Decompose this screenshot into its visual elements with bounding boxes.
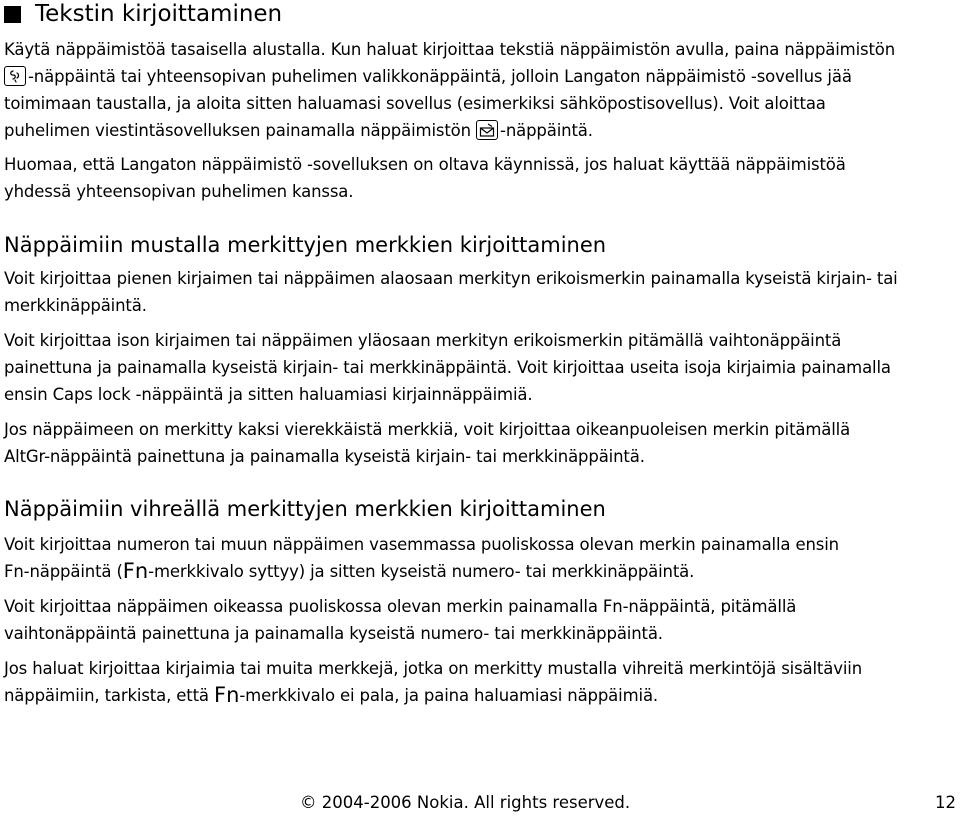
intro-line-1: Käytä näppäimistöä tasaisella alustalla. Kun haluat kirjoittaa tekstiä näppäimistön avulla, paina näppäimistön [4,40,896,59]
green-p3-line-1: Jos haluat kirjoittaa kirjaimia tai muita merkkejä, jotka on merkitty mustalla vihreitä merkintöjä sisältäviin [4,659,863,678]
document-page [4,0,956,709]
green-paragraph-3 [4,655,956,709]
green-p1-line-2-mid: -näppäintä ( [23,562,123,581]
green-p1-line-1: Voit kirjoittaa numeron tai muun näppäimen vasemmassa puoliskossa olevan merkin painamalla ensin [4,535,839,554]
black-paragraph-1 [4,265,956,319]
green-paragraph-1 [4,531,956,585]
black-p2-line-1: Voit kirjoittaa ison kirjaimen tai näppäimen yläosaan merkityn erikoismerkin pitämällä vaihtonäppäintä [4,331,842,350]
altgr-key-name: AltGr [4,447,45,466]
black-p2-line-3-end: -näppäintä ja sitten haluamiasi kirjainnäppäimiä. [135,385,533,404]
black-p2-line-3-start: ensin [4,385,48,404]
footer-copyright: © 2004-2006 Nokia. All rights reserved. [300,793,631,812]
green-p3-line-2-end: -merkkivalo ei pala, ja paina haluamiasi näppäimiä. [239,686,658,705]
green-p2-line-1-start: Voit kirjoittaa näppäimen oikeassa puoliskossa olevan merkin painamalla [4,597,598,616]
application-key-icon [4,66,26,86]
title-row [4,1,956,27]
note-line-1: Huomaa, että Langaton näppäimistö -sovelluksen on oltava käynnissä, jos haluat käyttää näppäimistöä [4,155,846,174]
page-number: 12 [935,793,956,812]
green-paragraph-2 [4,593,956,647]
section-heading-green: Näppäimiin vihreällä merkittyjen merkkien kirjoittaminen [4,497,606,521]
fn-indicator-glyph: Fn [122,559,149,583]
green-p2-line-1-end: -näppäintä, pitämällä [622,597,797,616]
fn-key-name: Fn [4,562,24,581]
intro-line-4-end: -näppäintä. [500,121,593,140]
section-heading-black: Näppäimiin mustalla merkittyjen merkkien kirjoittaminen [4,233,607,257]
message-envelope-key-icon [476,120,498,140]
black-paragraph-3 [4,416,956,470]
black-p3-line-2: -näppäintä painettuna ja painamalla kyseistä kirjain- tai merkkinäppäintä. [44,447,645,466]
note-paragraph [4,151,956,205]
page-title: Tekstin kirjoittaminen [35,1,283,27]
black-paragraph-2 [4,327,956,408]
black-p1-line-2: merkkinäppäintä. [4,296,147,315]
intro-line-4-start: puhelimen viestintäsovelluksen painamalla näppäimistön [4,121,471,140]
black-p2-line-2: painettuna ja painamalla kyseistä kirjain- tai merkkinäppäintä. Voit kirjoittaa useita isoja kirjaimia painamalla [4,358,891,377]
intro-line-3: toimimaan taustalla, ja aloita sitten haluamasi sovellus (esimerkiksi sähköpostisovellus). Voit aloittaa [4,94,826,113]
caps-lock-key-name: Caps lock [52,385,131,404]
intro-paragraph [4,36,956,144]
intro-line-2: -näppäintä tai yhteensopivan puhelimen valikkonäppäintä, jolloin Langaton näppäimistö -sovellus jää [28,67,852,86]
fn-key-name: Fn [602,597,623,616]
black-p3-line-1: Jos näppäimeen on merkitty kaksi vierekkäistä merkkiä, voit kirjoittaa oikeanpuoleisen merkin pitämällä [4,420,851,439]
title-bullet-square [4,6,21,23]
note-line-2: yhdessä yhteensopivan puhelimen kanssa. [4,182,354,201]
green-p2-line-2: vaihtonäppäintä painettuna ja painamalla kyseistä numero- tai merkkinäppäintä. [4,624,663,643]
green-p1-line-2-end: -merkkivalo syttyy) ja sitten kyseistä numero- tai merkkinäppäintä. [148,562,695,581]
fn-indicator-glyph: Fn [213,683,240,707]
green-p3-line-2-start: näppäimiin, tarkista, että [4,686,209,705]
black-p1-line-1: Voit kirjoittaa pienen kirjaimen tai näppäimen alaosaan merkityn erikoismerkin painamalla kyseistä kirjain- tai [4,269,898,288]
